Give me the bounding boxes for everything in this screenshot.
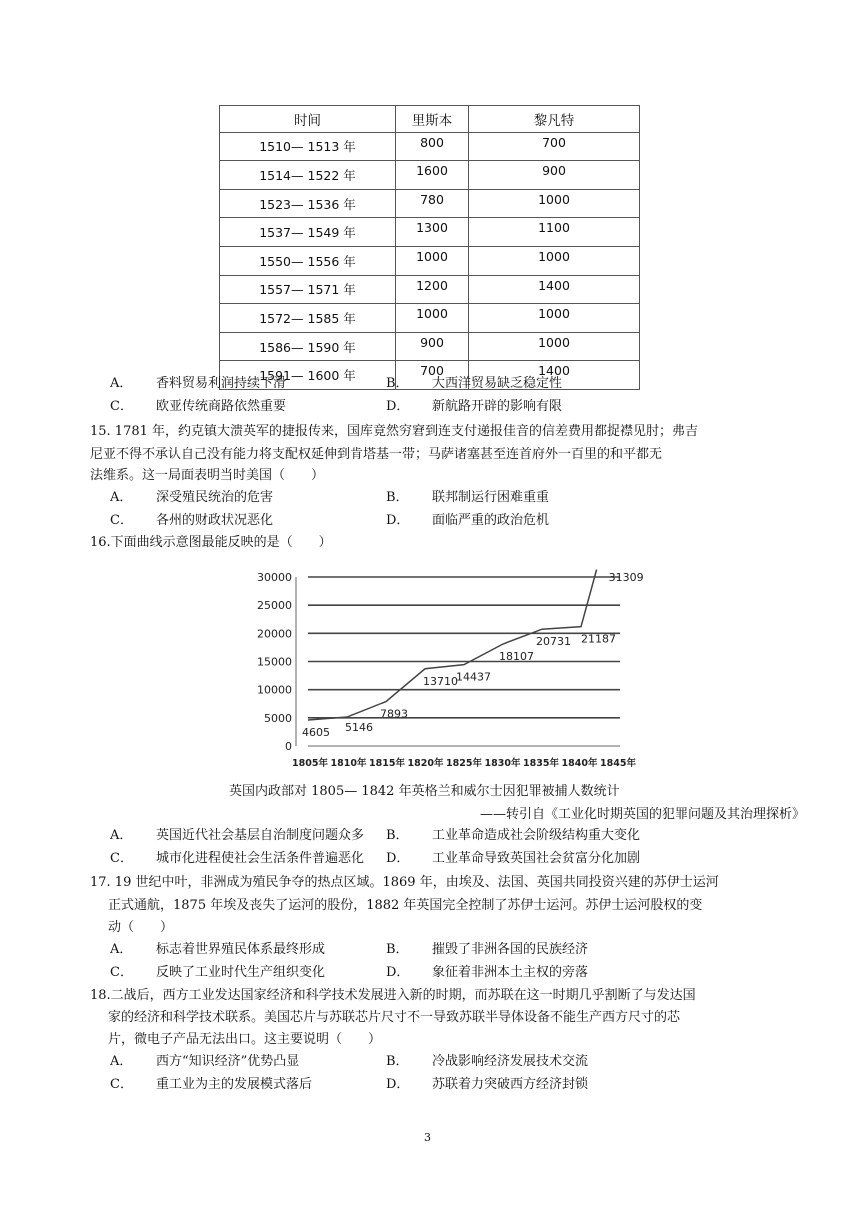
x-tick-label: 1810年 bbox=[330, 758, 367, 769]
data-label: 7893 bbox=[380, 707, 408, 721]
q18-option-d[interactable]: D． 苏联着力突破西方经济封锁 bbox=[386, 1077, 589, 1092]
x-tick-label: 1845年 bbox=[600, 758, 636, 769]
data-label: 4605 bbox=[302, 726, 330, 740]
q16-option-a[interactable]: A． 英国近代社会基层自治制度问题众多 bbox=[110, 828, 365, 843]
q15-stem-line-2: 尼亚不得不承认自己没有能力将支配权延伸到肯塔基一带；马萨诸塞甚至连首府外一百里的和平都无 bbox=[90, 447, 663, 462]
q14-option-c[interactable]: C． 欧亚传统商路依然重要 bbox=[110, 399, 287, 414]
q15-option-d[interactable]: D． 面临严重的政治危机 bbox=[386, 513, 550, 528]
data-label: 20731 bbox=[536, 635, 571, 649]
y-tick-label: 10000 bbox=[257, 683, 292, 697]
chart-source: ——转引自《工业化时期英国的犯罪问题及其治理探析》 bbox=[480, 807, 806, 822]
x-tick-label: 1805年 bbox=[292, 758, 328, 769]
cell-levant: 1000 bbox=[469, 304, 640, 333]
cell-levant: 1400 bbox=[469, 275, 640, 304]
q18-stem-line-1: 18.二战后，西方工业发达国家经济和科学技术发展进入新的时期，而苏联在这一时期几乎割断了与发达国 bbox=[90, 988, 696, 1003]
header-lisbon: 里斯本 bbox=[396, 106, 469, 133]
x-tick-label: 1820年 bbox=[407, 758, 444, 769]
chart-caption: 英国内政部对 1805— 1842 年英格兰和威尔士因犯罪被捕人数统计 bbox=[229, 784, 620, 799]
data-label: 13710 bbox=[423, 674, 458, 688]
cell-lisbon: 1200 bbox=[396, 275, 469, 304]
table-row bbox=[220, 189, 640, 218]
q14-option-b[interactable]: B． 大西洋贸易缺乏稳定性 bbox=[386, 376, 563, 391]
price-table bbox=[219, 105, 640, 390]
q17-option-d[interactable]: D． 象征着非洲本土主权的旁落 bbox=[386, 965, 589, 980]
cell-levant: 1000 bbox=[469, 246, 640, 275]
q15-stem-line-1: 15. 1781 年，约克镇大溃英军的捷报传来，国库竟然穷窘到连支付递报佳音的信差费用都捉襟见肘；弗吉 bbox=[90, 424, 699, 439]
q15-option-c[interactable]: C． 各州的财政状况恶化 bbox=[110, 513, 274, 528]
q16-option-c[interactable]: C． 城市化进程使社会生活条件普遍恶化 bbox=[110, 851, 365, 866]
cell-time: 1514— 1522 年 bbox=[220, 161, 396, 190]
q18-option-a[interactable]: A． 西方“知识经济”优势凸显 bbox=[110, 1054, 300, 1069]
table-row bbox=[220, 304, 640, 333]
cell-lisbon: 800 bbox=[396, 132, 469, 161]
x-tick-label: 1825年 bbox=[446, 758, 482, 769]
cell-lisbon: 1000 bbox=[396, 246, 469, 275]
q18-option-c[interactable]: C． 重工业为主的发展模式落后 bbox=[110, 1077, 313, 1092]
header-levant: 黎凡特 bbox=[469, 106, 640, 133]
arrests-line-chart bbox=[250, 560, 644, 772]
q15-stem-line-3: 法维系。这一局面表明当时美国（ ） bbox=[90, 468, 325, 483]
cell-time: 1591— 1600 年 bbox=[220, 361, 396, 390]
q18-option-b[interactable]: B． 冷战影响经济发展技术交流 bbox=[386, 1054, 589, 1069]
q17-option-a[interactable]: A． 标志着世界殖民体系最终形成 bbox=[110, 942, 326, 957]
cell-lisbon: 780 bbox=[396, 189, 469, 218]
q15-option-b[interactable]: B． 联邦制运行困难重重 bbox=[386, 490, 550, 505]
table-row bbox=[220, 161, 640, 190]
q18-stem-line-2: 家的经济和科学技术联系。美国芯片与苏联芯片尺寸不一导致苏联半导体设备不能生产西方尺寸的芯 bbox=[108, 1010, 681, 1025]
q17-option-c[interactable]: C． 反映了工业时代生产组织变化 bbox=[110, 965, 326, 980]
table-row bbox=[220, 132, 640, 161]
table-row bbox=[220, 246, 640, 275]
table-row bbox=[220, 218, 640, 247]
data-label: 14437 bbox=[456, 670, 491, 684]
cell-levant: 900 bbox=[469, 161, 640, 190]
q14-option-d[interactable]: D． 新航路开辟的影响有限 bbox=[386, 399, 563, 414]
page-number: 3 bbox=[424, 1131, 431, 1144]
q17-stem-line-3: 动（ ） bbox=[108, 920, 174, 935]
header-time: 时间 bbox=[220, 106, 396, 133]
cell-levant: 1100 bbox=[469, 218, 640, 247]
y-tick-label: 30000 bbox=[257, 571, 292, 584]
table-row bbox=[220, 275, 640, 304]
y-tick-label: 25000 bbox=[257, 599, 292, 613]
cell-time: 1523— 1536 年 bbox=[220, 189, 396, 218]
q16-stem: 16.下面曲线示意图最能反映的是（ ） bbox=[90, 535, 332, 550]
y-tick-label: 20000 bbox=[257, 627, 292, 641]
cell-levant: 700 bbox=[469, 132, 640, 161]
q16-option-d[interactable]: D． 工业革命导致英国社会贫富分化加剧 bbox=[386, 851, 641, 866]
data-label: 5146 bbox=[345, 721, 373, 735]
cell-time: 1550— 1556 年 bbox=[220, 246, 396, 275]
cell-lisbon: 1000 bbox=[396, 304, 469, 333]
q17-stem-line-2: 正式通航，1875 年埃及丧失了运河的股份，1882 年英国完全控制了苏伊士运河。苏伊士运河股权的变 bbox=[108, 898, 703, 913]
q17-stem-line-1: 17. 19 世纪中叶，非洲成为殖民争夺的热点区域。1869 年，由埃及、法国、英国共同投资兴建的苏伊士运河 bbox=[90, 875, 719, 890]
x-tick-label: 1830年 bbox=[484, 758, 521, 769]
table-header-row bbox=[220, 106, 640, 133]
q17-option-b[interactable]: B． 摧毁了非洲各国的民族经济 bbox=[386, 942, 589, 957]
y-tick-label: 15000 bbox=[257, 655, 292, 669]
cell-lisbon: 1300 bbox=[396, 218, 469, 247]
cell-levant: 1400 bbox=[469, 361, 640, 390]
x-tick-label: 1840年 bbox=[561, 758, 598, 769]
cell-time: 1586— 1590 年 bbox=[220, 332, 396, 361]
q14-option-a[interactable]: A． 香料贸易利润持续下滑 bbox=[110, 376, 287, 391]
data-label: 21187 bbox=[581, 632, 616, 646]
cell-time: 1572— 1585 年 bbox=[220, 304, 396, 333]
cell-lisbon: 1600 bbox=[396, 161, 469, 190]
cell-time: 1510— 1513 年 bbox=[220, 132, 396, 161]
cell-time: 1557— 1571 年 bbox=[220, 275, 396, 304]
y-tick-label: 5000 bbox=[264, 711, 292, 725]
cell-lisbon: 900 bbox=[396, 332, 469, 361]
cell-time: 1537— 1549 年 bbox=[220, 218, 396, 247]
q18-stem-line-3: 片，微电子产品无法出口。这主要说明（ ） bbox=[108, 1032, 382, 1047]
cell-levant: 1000 bbox=[469, 189, 640, 218]
cell-lisbon: 700 bbox=[396, 361, 469, 390]
x-tick-label: 1815年 bbox=[369, 758, 405, 769]
data-label: 31309 bbox=[608, 571, 644, 584]
x-tick-label: 1835年 bbox=[523, 758, 559, 769]
y-tick-label: 0 bbox=[285, 740, 292, 753]
data-label: 18107 bbox=[499, 649, 534, 663]
q15-option-a[interactable]: A． 深受殖民统治的危害 bbox=[110, 490, 274, 505]
cell-levant: 1000 bbox=[469, 332, 640, 361]
q16-option-b[interactable]: B． 工业革命造成社会阶级结构重大变化 bbox=[386, 828, 641, 843]
table-row bbox=[220, 332, 640, 361]
